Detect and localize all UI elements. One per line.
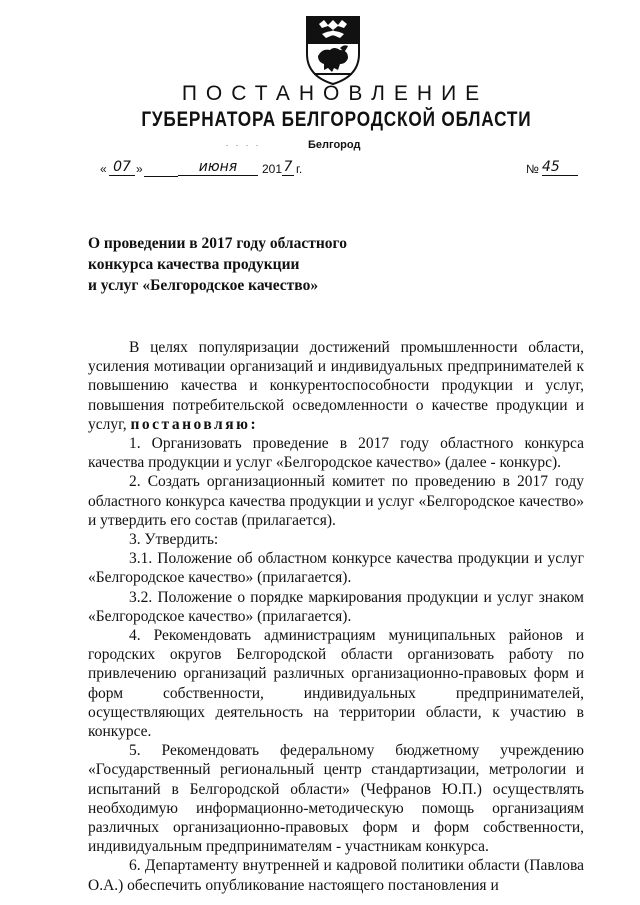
city-name: Белгород [308, 139, 361, 151]
item-6: 6. Департаменту внутренней и кадровой политики области (Павлова О.А.) обеспечить опубликование настоящего постановления и [88, 857, 584, 894]
title-line-1: О проведении в 2017 году областного [88, 235, 347, 252]
document-number: 45 [542, 159, 578, 176]
item-3-2: 3.2. Положение о порядке маркирования продукции и услуг знаком «Белгородское качество» (прилагается). [88, 588, 584, 625]
item-1: 1. Организовать проведение в 2017 году областного конкурса качества продукции и услуг «Белгородское качество» (далее - конкурс). [88, 435, 584, 472]
document-title [88, 233, 347, 296]
document-type-heading: ПОСТАНОВЛЕНИЕ [181, 82, 489, 105]
date-quote-open: « [100, 162, 107, 176]
issuer-heading: ГУБЕРНАТОРА БЕЛГОРОДСКОЙ ОБЛАСТИ [141, 108, 532, 131]
item-4: 4. Рекомендовать администрациям муниципальных районов и городских округов Белгородской области организовать работу по привлечению организаций различных организационно-правовых форм и форм собственности, индивидуальных предпринимателей, осуществляющих деятельность на территории области, к участию в конкурсе. [88, 627, 584, 741]
number-label: № [526, 162, 539, 176]
coat-of-arms-emblem [304, 14, 362, 86]
title-line-3: и услуг «Белгородское качество» [88, 277, 319, 294]
date-number-line [100, 159, 580, 182]
intro-text: В целях популяризации достижений промышленности области, усиления мотивации организаций и индивидуальных предпринимателей к повышению качества и конкурентоспособности продукции и услуг, повышения потребительской осведомленности о качестве продукции и услуг, [88, 339, 584, 433]
document-body [88, 338, 584, 895]
item-5: 5. Рекомендовать федеральному бюджетному учреждению «Государственный региональный центр стандартизации, метрологии и испытаний в Белгородской области» (Чефранов Ю.П.) осуществлять необходимую информационно-методическую помощь организациям различных организационно-правовых форм и форм собственности, индивидуальным предпринимателям - участникам конкурса. [88, 742, 584, 856]
decorative-dots: . . . . [226, 139, 261, 148]
date-day: 07 [109, 159, 135, 176]
decree-word: постановляю: [130, 415, 259, 433]
item-2: 2. Создать организационный комитет по проведению в 2017 году областного конкурса качества продукции и услуг «Белгородское качество» и утвердить его состав (прилагается). [88, 473, 584, 529]
date-month: июня [178, 159, 258, 176]
date-year-prefix: 201 [262, 162, 283, 176]
title-line-2: конкурса качества продукции [88, 256, 300, 273]
date-quote-close: » [136, 162, 143, 176]
item-3-1: 3.1. Положение об областном конкурсе качества продукции и услуг «Белгородское качество» (прилагается). [88, 550, 584, 587]
date-year-digit: 7 [283, 159, 293, 175]
date-year-suffix: г. [296, 162, 303, 176]
item-3: 3. Утвердить: [129, 531, 219, 549]
date-blank-1 [144, 162, 178, 177]
body-intro [88, 338, 584, 434]
